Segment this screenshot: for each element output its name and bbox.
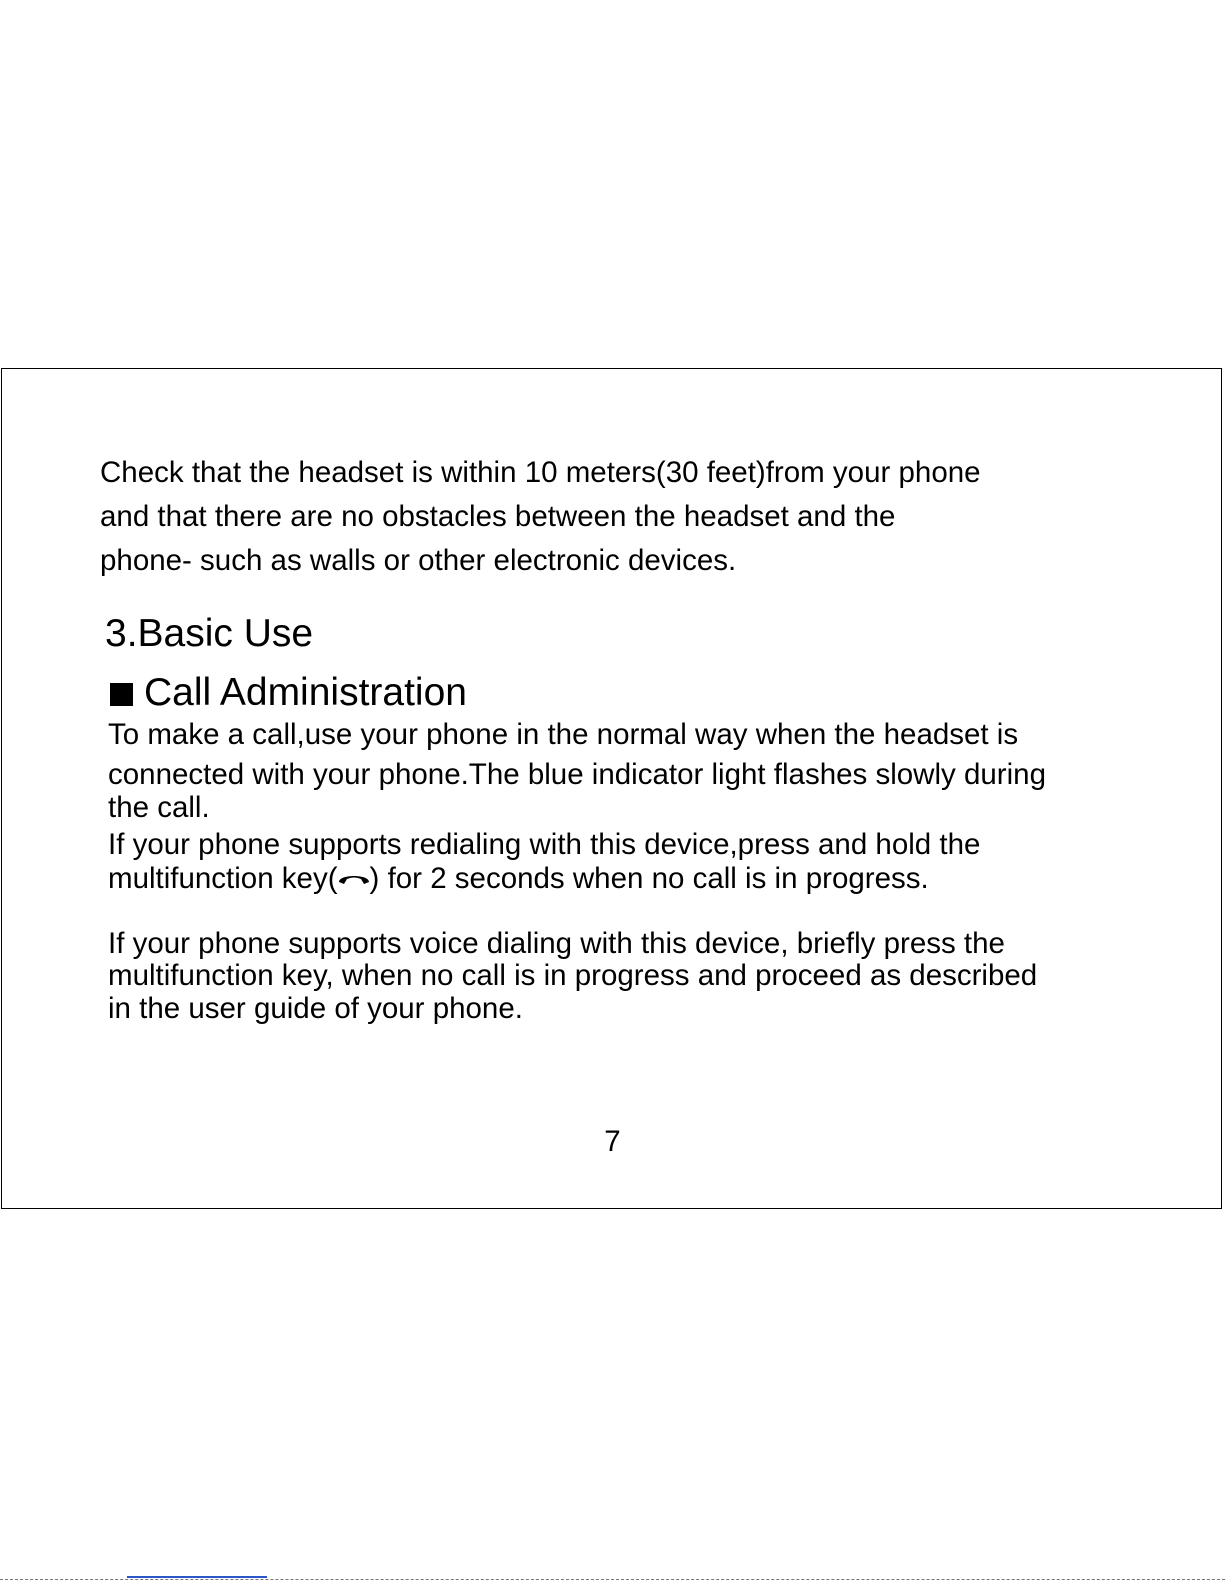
section-title: 3.Basic Use — [105, 612, 314, 655]
bottom-divider — [0, 1579, 1225, 1580]
section-subtitle-text: Call Administration — [144, 671, 467, 714]
paragraph1-line-1: To make a call,use your phone in the normal way when the headset is — [108, 718, 1019, 751]
paragraph1-line-2: connected with your phone.The blue indicator light flashes slowly during — [108, 758, 1046, 791]
intro-line-3: phone- such as walls or other electronic devices. — [100, 544, 737, 577]
filled-square-icon — [110, 683, 133, 706]
paragraph2-line-2-end: ) for 2 seconds when no call is in progress. — [369, 862, 929, 895]
paragraph1-line-3: the call. — [108, 791, 210, 824]
page-number: 7 — [604, 1125, 621, 1158]
paragraph3-line-2: multifunction key, when no call is in progress and proceed as described — [108, 959, 1038, 992]
paragraph3-line-1: If your phone supports voice dialing with this device, briefly press the — [108, 927, 1005, 960]
intro-line-1: Check that the headset is within 10 meters(30 feet)from your phone — [100, 456, 981, 489]
paragraph3-line-3: in the user guide of your phone. — [108, 992, 523, 1025]
phone-handset-icon — [337, 870, 371, 886]
paragraph2-line-2-start: multifunction key( — [108, 862, 338, 895]
paragraph2-line-1: If your phone supports redialing with this device,press and hold the — [108, 828, 981, 861]
intro-line-2: and that there are no obstacles between the headset and the — [100, 500, 896, 533]
section-subtitle — [110, 673, 467, 712]
bottom-link-bar — [127, 1576, 267, 1578]
paragraph2-line-2 — [108, 864, 929, 894]
